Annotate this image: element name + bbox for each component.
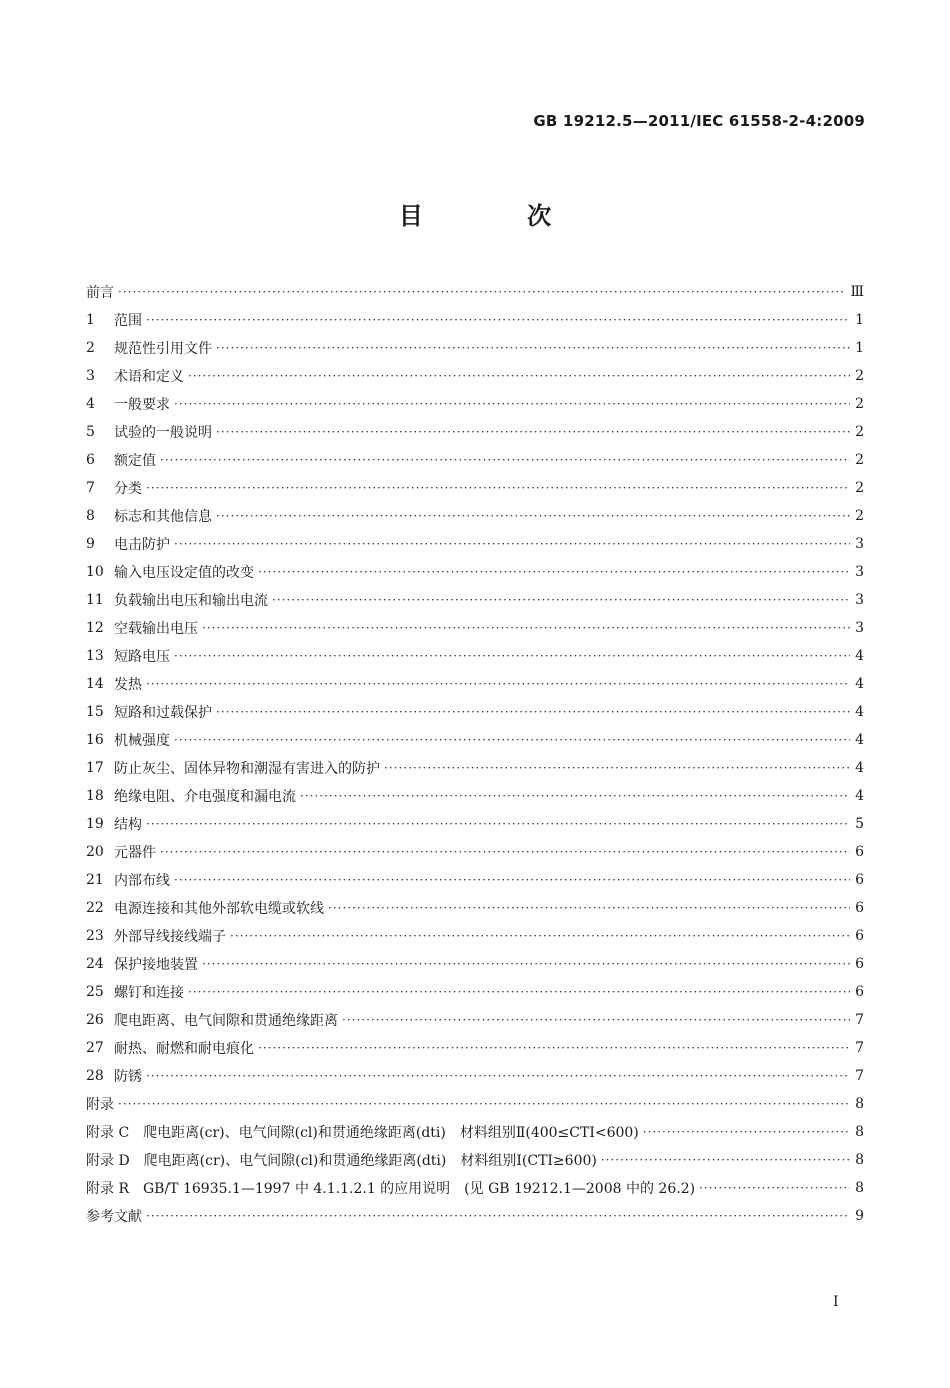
toc-entry[interactable] (86, 530, 864, 558)
toc-entry[interactable] (86, 1062, 864, 1090)
toc-entry[interactable] (86, 362, 864, 390)
toc-entry-page: 2 (855, 368, 864, 384)
toc-entry-page: Ⅲ (850, 284, 864, 300)
toc-entry[interactable] (86, 1202, 864, 1230)
toc-entry-number: 16 (86, 732, 104, 748)
toc-entry-label: 防锈 (114, 1069, 142, 1085)
toc-dot-leader (174, 649, 850, 663)
toc-dot-leader (174, 537, 850, 551)
toc-entry[interactable] (86, 1006, 864, 1034)
toc-entry-label: 元器件 (114, 845, 156, 861)
toc-entry-label: 一般要求 (114, 397, 170, 413)
toc-entry-page: 4 (855, 760, 864, 776)
toc-entry-page: 4 (855, 676, 864, 692)
toc-dot-leader (160, 845, 850, 859)
toc-dot-leader (160, 453, 850, 467)
toc-entry-page: 9 (855, 1208, 864, 1224)
toc-dot-leader (118, 1097, 850, 1111)
toc-dot-leader (202, 621, 850, 635)
toc-entry[interactable] (86, 1174, 864, 1202)
toc-entry-page: 4 (855, 788, 864, 804)
toc-entry[interactable] (86, 586, 864, 614)
toc-entry[interactable] (86, 1146, 864, 1174)
toc-entry-number: 15 (86, 704, 104, 720)
toc-dot-leader (342, 1013, 850, 1027)
toc-entry-page: 4 (855, 704, 864, 720)
toc-entry-page: 6 (855, 984, 864, 1000)
toc-entry-page: 2 (855, 452, 864, 468)
toc-entry[interactable] (86, 306, 864, 334)
toc-dot-leader (146, 313, 850, 327)
toc-entry[interactable] (86, 810, 864, 838)
toc-entry-number: 21 (86, 872, 104, 888)
toc-entry-label: 附录 C 爬电距离(cr)、电气间隙(cl)和贯通绝缘距离(dti) 材料组别Ⅱ(400≤CTI<600) (86, 1125, 639, 1141)
toc-dot-leader (188, 985, 850, 999)
toc-dot-leader (258, 565, 850, 579)
toc-dot-leader (146, 817, 850, 831)
toc-entry[interactable] (86, 894, 864, 922)
toc-entry-number: 2 (86, 340, 95, 356)
toc-entry-number: 18 (86, 788, 104, 804)
toc-entry-page: 3 (855, 592, 864, 608)
toc-dot-leader (216, 509, 850, 523)
toc-entry-page: 2 (855, 508, 864, 524)
toc-entry-label: 范围 (114, 313, 142, 329)
toc-entry[interactable] (86, 334, 864, 362)
toc-entry[interactable] (86, 502, 864, 530)
toc-entry[interactable] (86, 558, 864, 586)
table-of-contents (86, 278, 864, 1230)
toc-dot-leader (384, 761, 850, 775)
toc-entry-page: 8 (855, 1152, 864, 1168)
toc-entry-label: 爬电距离、电气间隙和贯通绝缘距离 (114, 1013, 338, 1029)
toc-dot-leader (174, 873, 850, 887)
toc-entry[interactable] (86, 782, 864, 810)
toc-entry[interactable] (86, 950, 864, 978)
toc-dot-leader (258, 1041, 850, 1055)
toc-entry-page: 6 (855, 956, 864, 972)
toc-entry-page: 2 (855, 424, 864, 440)
toc-entry-label: 输入电压设定值的改变 (114, 565, 254, 581)
toc-entry[interactable] (86, 670, 864, 698)
toc-entry-label: 电击防护 (114, 537, 170, 553)
toc-entry-page: 8 (855, 1096, 864, 1112)
toc-entry-page: 8 (855, 1124, 864, 1140)
toc-dot-leader (230, 929, 850, 943)
toc-entry-label: 附录 R GB/T 16935.1—1997 中 4.1.1.2.1 的应用说明 (见 GB 19212.1—2008 中的 26.2) (86, 1181, 696, 1197)
toc-entry-number: 7 (86, 480, 95, 496)
page-title: 目 次 (398, 202, 600, 230)
toc-entry-page: 5 (855, 816, 864, 832)
toc-entry-label: 外部导线接线端子 (114, 929, 226, 945)
toc-dot-leader (216, 341, 850, 355)
toc-dot-leader (188, 369, 850, 383)
toc-entry-page: 7 (855, 1040, 864, 1056)
toc-entry-number: 24 (86, 956, 104, 972)
toc-entry-number: 9 (86, 536, 95, 552)
toc-entry[interactable] (86, 278, 864, 306)
toc-entry[interactable] (86, 726, 864, 754)
toc-entry-number: 23 (86, 928, 104, 944)
toc-entry-label: 短路和过载保护 (114, 705, 212, 721)
toc-entry-label: 附录 (86, 1097, 114, 1113)
toc-entry[interactable] (86, 754, 864, 782)
toc-entry-label: 空载输出电压 (114, 621, 198, 637)
toc-entry[interactable] (86, 698, 864, 726)
toc-entry-number: 28 (86, 1068, 104, 1084)
toc-entry-number: 12 (86, 620, 104, 636)
toc-entry-number: 19 (86, 816, 104, 832)
toc-entry-label: 螺钉和连接 (114, 985, 184, 1001)
toc-entry-label: 电源连接和其他外部软电缆或软线 (114, 901, 324, 917)
toc-entry[interactable] (86, 922, 864, 950)
toc-entry[interactable] (86, 866, 864, 894)
toc-dot-leader (272, 593, 850, 607)
toc-entry-page: 7 (855, 1012, 864, 1028)
toc-entry-page: 6 (855, 872, 864, 888)
toc-entry[interactable] (86, 978, 864, 1006)
toc-dot-leader (216, 425, 850, 439)
toc-entry-number: 6 (86, 452, 95, 468)
toc-entry[interactable] (86, 614, 864, 642)
toc-dot-leader (216, 705, 850, 719)
toc-dot-leader (146, 1069, 850, 1083)
toc-entry[interactable] (86, 642, 864, 670)
toc-entry[interactable] (86, 418, 864, 446)
toc-dot-leader (118, 285, 846, 299)
toc-dot-leader (146, 677, 850, 691)
toc-entry-label: 结构 (114, 817, 142, 833)
toc-entry-label: 绝缘电阻、介电强度和漏电流 (114, 789, 296, 805)
toc-dot-leader (174, 397, 850, 411)
toc-entry-page: 4 (855, 732, 864, 748)
toc-entry-label: 规范性引用文件 (114, 341, 212, 357)
toc-entry-number: 5 (86, 424, 95, 440)
toc-entry-label: 内部布线 (114, 873, 170, 889)
toc-entry-page: 3 (855, 620, 864, 636)
toc-entry-number: 8 (86, 508, 95, 524)
toc-dot-leader (601, 1153, 850, 1167)
document-code: GB 19212.5—2011/IEC 61558-2-4:2009 (533, 112, 865, 130)
toc-entry-number: 27 (86, 1040, 104, 1056)
toc-entry-label: 短路电压 (114, 649, 170, 665)
toc-dot-leader (699, 1181, 850, 1195)
toc-entry-label: 术语和定义 (114, 369, 184, 385)
toc-entry-number: 3 (86, 368, 95, 384)
toc-entry-label: 防止灰尘、固体异物和潮湿有害进入的防护 (114, 761, 380, 777)
toc-entry-page: 1 (855, 340, 864, 356)
toc-dot-leader (300, 789, 850, 803)
toc-entry[interactable] (86, 390, 864, 418)
toc-dot-leader (643, 1125, 850, 1139)
toc-entry-label: 额定值 (114, 453, 156, 469)
toc-entry-label: 发热 (114, 677, 142, 693)
toc-entry-label: 分类 (114, 481, 142, 497)
toc-entry-label: 耐热、耐燃和耐电痕化 (114, 1041, 254, 1057)
toc-entry-label: 前言 (86, 285, 114, 301)
toc-entry-page: 7 (855, 1068, 864, 1084)
toc-entry-label: 保护接地装置 (114, 957, 198, 973)
toc-entry[interactable] (86, 1118, 864, 1146)
toc-entry-label: 附录 D 爬电距离(cr)、电气间隙(cl)和贯通绝缘距离(dti) 材料组别Ⅰ(CTI≥600) (86, 1153, 597, 1169)
toc-entry-label: 试验的一般说明 (114, 425, 212, 441)
toc-dot-leader (174, 733, 850, 747)
toc-entry[interactable] (86, 1034, 864, 1062)
toc-entry[interactable] (86, 446, 864, 474)
toc-dot-leader (328, 901, 850, 915)
toc-entry-number: 17 (86, 760, 104, 776)
toc-entry-number: 10 (86, 564, 104, 580)
toc-entry-number: 13 (86, 648, 104, 664)
toc-entry-page: 3 (855, 536, 864, 552)
toc-entry-number: 4 (86, 396, 95, 412)
toc-entry-number: 20 (86, 844, 104, 860)
toc-entry-number: 1 (86, 312, 95, 328)
toc-entry[interactable] (86, 474, 864, 502)
toc-entry-page: 4 (855, 648, 864, 664)
toc-entry-page: 8 (855, 1180, 864, 1196)
toc-entry-page: 6 (855, 900, 864, 916)
toc-entry-number: 14 (86, 676, 104, 692)
toc-entry-number: 11 (86, 592, 104, 608)
toc-entry-number: 22 (86, 900, 104, 916)
toc-entry-number: 26 (86, 1012, 104, 1028)
toc-entry-label: 负载输出电压和输出电流 (114, 593, 268, 609)
toc-dot-leader (202, 957, 850, 971)
toc-entry-page: 2 (855, 480, 864, 496)
toc-dot-leader (146, 1209, 850, 1223)
toc-entry-label: 机械强度 (114, 733, 170, 749)
toc-entry-page: 2 (855, 396, 864, 412)
toc-dot-leader (146, 481, 850, 495)
page-number: I (833, 1294, 839, 1310)
toc-entry[interactable] (86, 1090, 864, 1118)
toc-entry-label: 参考文献 (86, 1209, 142, 1225)
toc-entry-page: 1 (855, 312, 864, 328)
toc-entry-number: 25 (86, 984, 104, 1000)
toc-entry-label: 标志和其他信息 (114, 509, 212, 525)
toc-entry-page: 3 (855, 564, 864, 580)
toc-entry-page: 6 (855, 928, 864, 944)
toc-entry[interactable] (86, 838, 864, 866)
toc-entry-page: 6 (855, 844, 864, 860)
